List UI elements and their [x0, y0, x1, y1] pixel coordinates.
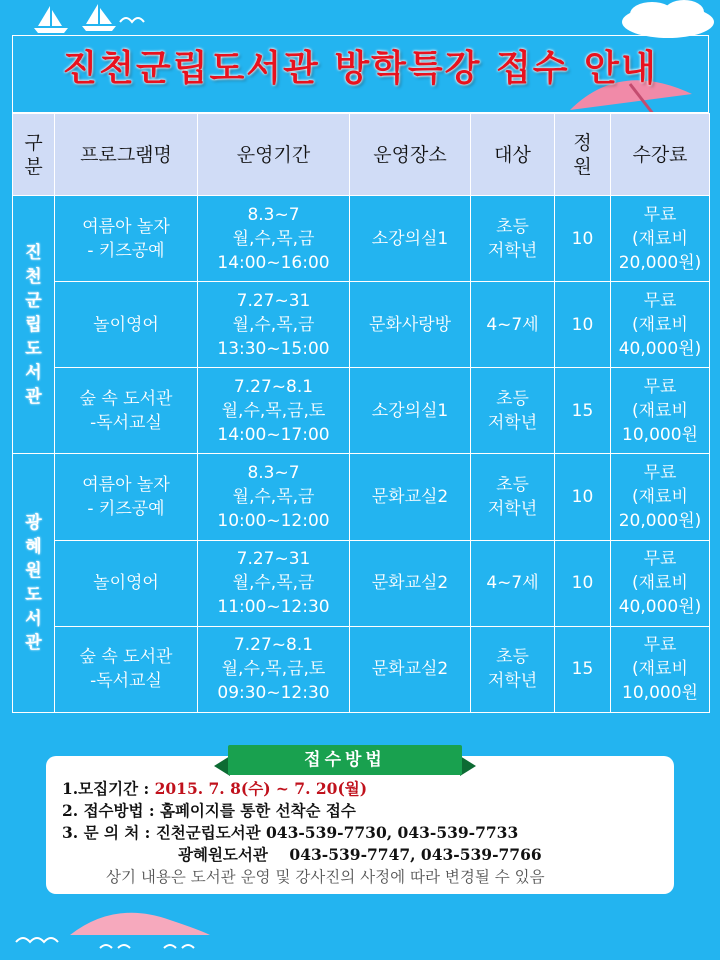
- table-row: [13, 454, 710, 540]
- banner-fold-right: [460, 756, 476, 776]
- group-label: 진 천 군 립 도 서 관: [13, 196, 55, 454]
- header-target: 대상: [471, 114, 555, 196]
- island-decoration: [60, 890, 220, 960]
- program-cell: 놀이영어: [55, 282, 198, 368]
- place-cell: 문화교실2: [350, 454, 471, 540]
- target-cell: 초등 저학년: [471, 454, 555, 540]
- target-cell: 4~7세: [471, 540, 555, 626]
- table-header-row: [13, 114, 710, 196]
- period-value: 2015. 7. 8(수) ~ 7. 20(월): [154, 779, 368, 798]
- table-row: [13, 282, 710, 368]
- target-cell: 4~7세: [471, 282, 555, 368]
- contact-line-2: 광혜원도서관 043-539-7747, 043-539-7766: [178, 845, 542, 864]
- header-category: 구 분: [13, 114, 55, 196]
- registration-method-banner: 접수방법: [228, 745, 462, 775]
- period-cell: 7.27~31 월,수,목,금 11:00~12:30: [198, 540, 350, 626]
- schedule-table: [12, 113, 710, 713]
- table-row: [13, 626, 710, 712]
- place-cell: 문화교실2: [350, 540, 471, 626]
- period-cell: 8.3~7 월,수,목,금 10:00~12:00: [198, 454, 350, 540]
- header-program: 프로그램명: [55, 114, 198, 196]
- registration-info-box: [46, 756, 674, 894]
- period-cell: 7.27~8.1 월,수,목,금,토 09:30~12:30: [198, 626, 350, 712]
- table-row: [13, 368, 710, 454]
- header-fee: 수강료: [611, 114, 710, 196]
- capacity-cell: 10: [555, 196, 611, 282]
- fee-cell: 무료 (재료비 40,000원): [611, 282, 710, 368]
- program-cell: 여름아 놀자 - 키즈공예: [55, 196, 198, 282]
- fee-cell: 무료 (재료비 10,000원: [611, 626, 710, 712]
- birds-decoration-bottom: [14, 930, 74, 950]
- fee-cell: 무료 (재료비 40,000원): [611, 540, 710, 626]
- target-cell: 초등 저학년: [471, 196, 555, 282]
- target-cell: 초등 저학년: [471, 368, 555, 454]
- notice-text: 상기 내용은 도서관 운영 및 강사진의 사정에 따라 변경될 수 있음: [106, 868, 545, 886]
- target-cell: 초등 저학년: [471, 626, 555, 712]
- fee-cell: 무료 (재료비 20,000원): [611, 454, 710, 540]
- capacity-cell: 10: [555, 454, 611, 540]
- header-place: 운영장소: [350, 114, 471, 196]
- table-row: [13, 196, 710, 282]
- capacity-cell: 10: [555, 282, 611, 368]
- program-cell: 숲 속 도서관 -독서교실: [55, 626, 198, 712]
- place-cell: 소강의실1: [350, 196, 471, 282]
- program-cell: 숲 속 도서관 -독서교실: [55, 368, 198, 454]
- header-capacity: 정 원: [555, 114, 611, 196]
- page-title: 진천군립도서관 방학특강 접수 안내: [62, 48, 658, 89]
- place-cell: 문화사랑방: [350, 282, 471, 368]
- period-cell: 8.3~7 월,수,목,금 14:00~16:00: [198, 196, 350, 282]
- capacity-cell: 15: [555, 626, 611, 712]
- table-row: [13, 540, 710, 626]
- capacity-cell: 15: [555, 368, 611, 454]
- header-period: 운영기간: [198, 114, 350, 196]
- period-cell: 7.27~31 월,수,목,금 13:30~15:00: [198, 282, 350, 368]
- period-line: 1.모집기간 : 2015. 7. 8(수) ~ 7. 20(월): [62, 779, 368, 798]
- program-cell: 여름아 놀자 - 키즈공예: [55, 454, 198, 540]
- period-cell: 7.27~8.1 월,수,목,금,토 14:00~17:00: [198, 368, 350, 454]
- program-cell: 놀이영어: [55, 540, 198, 626]
- birds-decoration: [118, 10, 158, 30]
- fee-cell: 무료 (재료비 20,000원): [611, 196, 710, 282]
- cloud-decoration: [618, 0, 718, 40]
- place-cell: 문화교실2: [350, 626, 471, 712]
- contact-line: 3. 문 의 처 : 진천군립도서관 043-539-7730, 043-539-7733: [62, 823, 519, 842]
- method-line: 2. 접수방법 : 홈페이지를 통한 선착순 접수: [62, 801, 356, 820]
- capacity-cell: 10: [555, 540, 611, 626]
- fee-cell: 무료 (재료비 10,000원: [611, 368, 710, 454]
- group-label: 광 혜 원 도 서 관: [13, 454, 55, 713]
- place-cell: 소강의실1: [350, 368, 471, 454]
